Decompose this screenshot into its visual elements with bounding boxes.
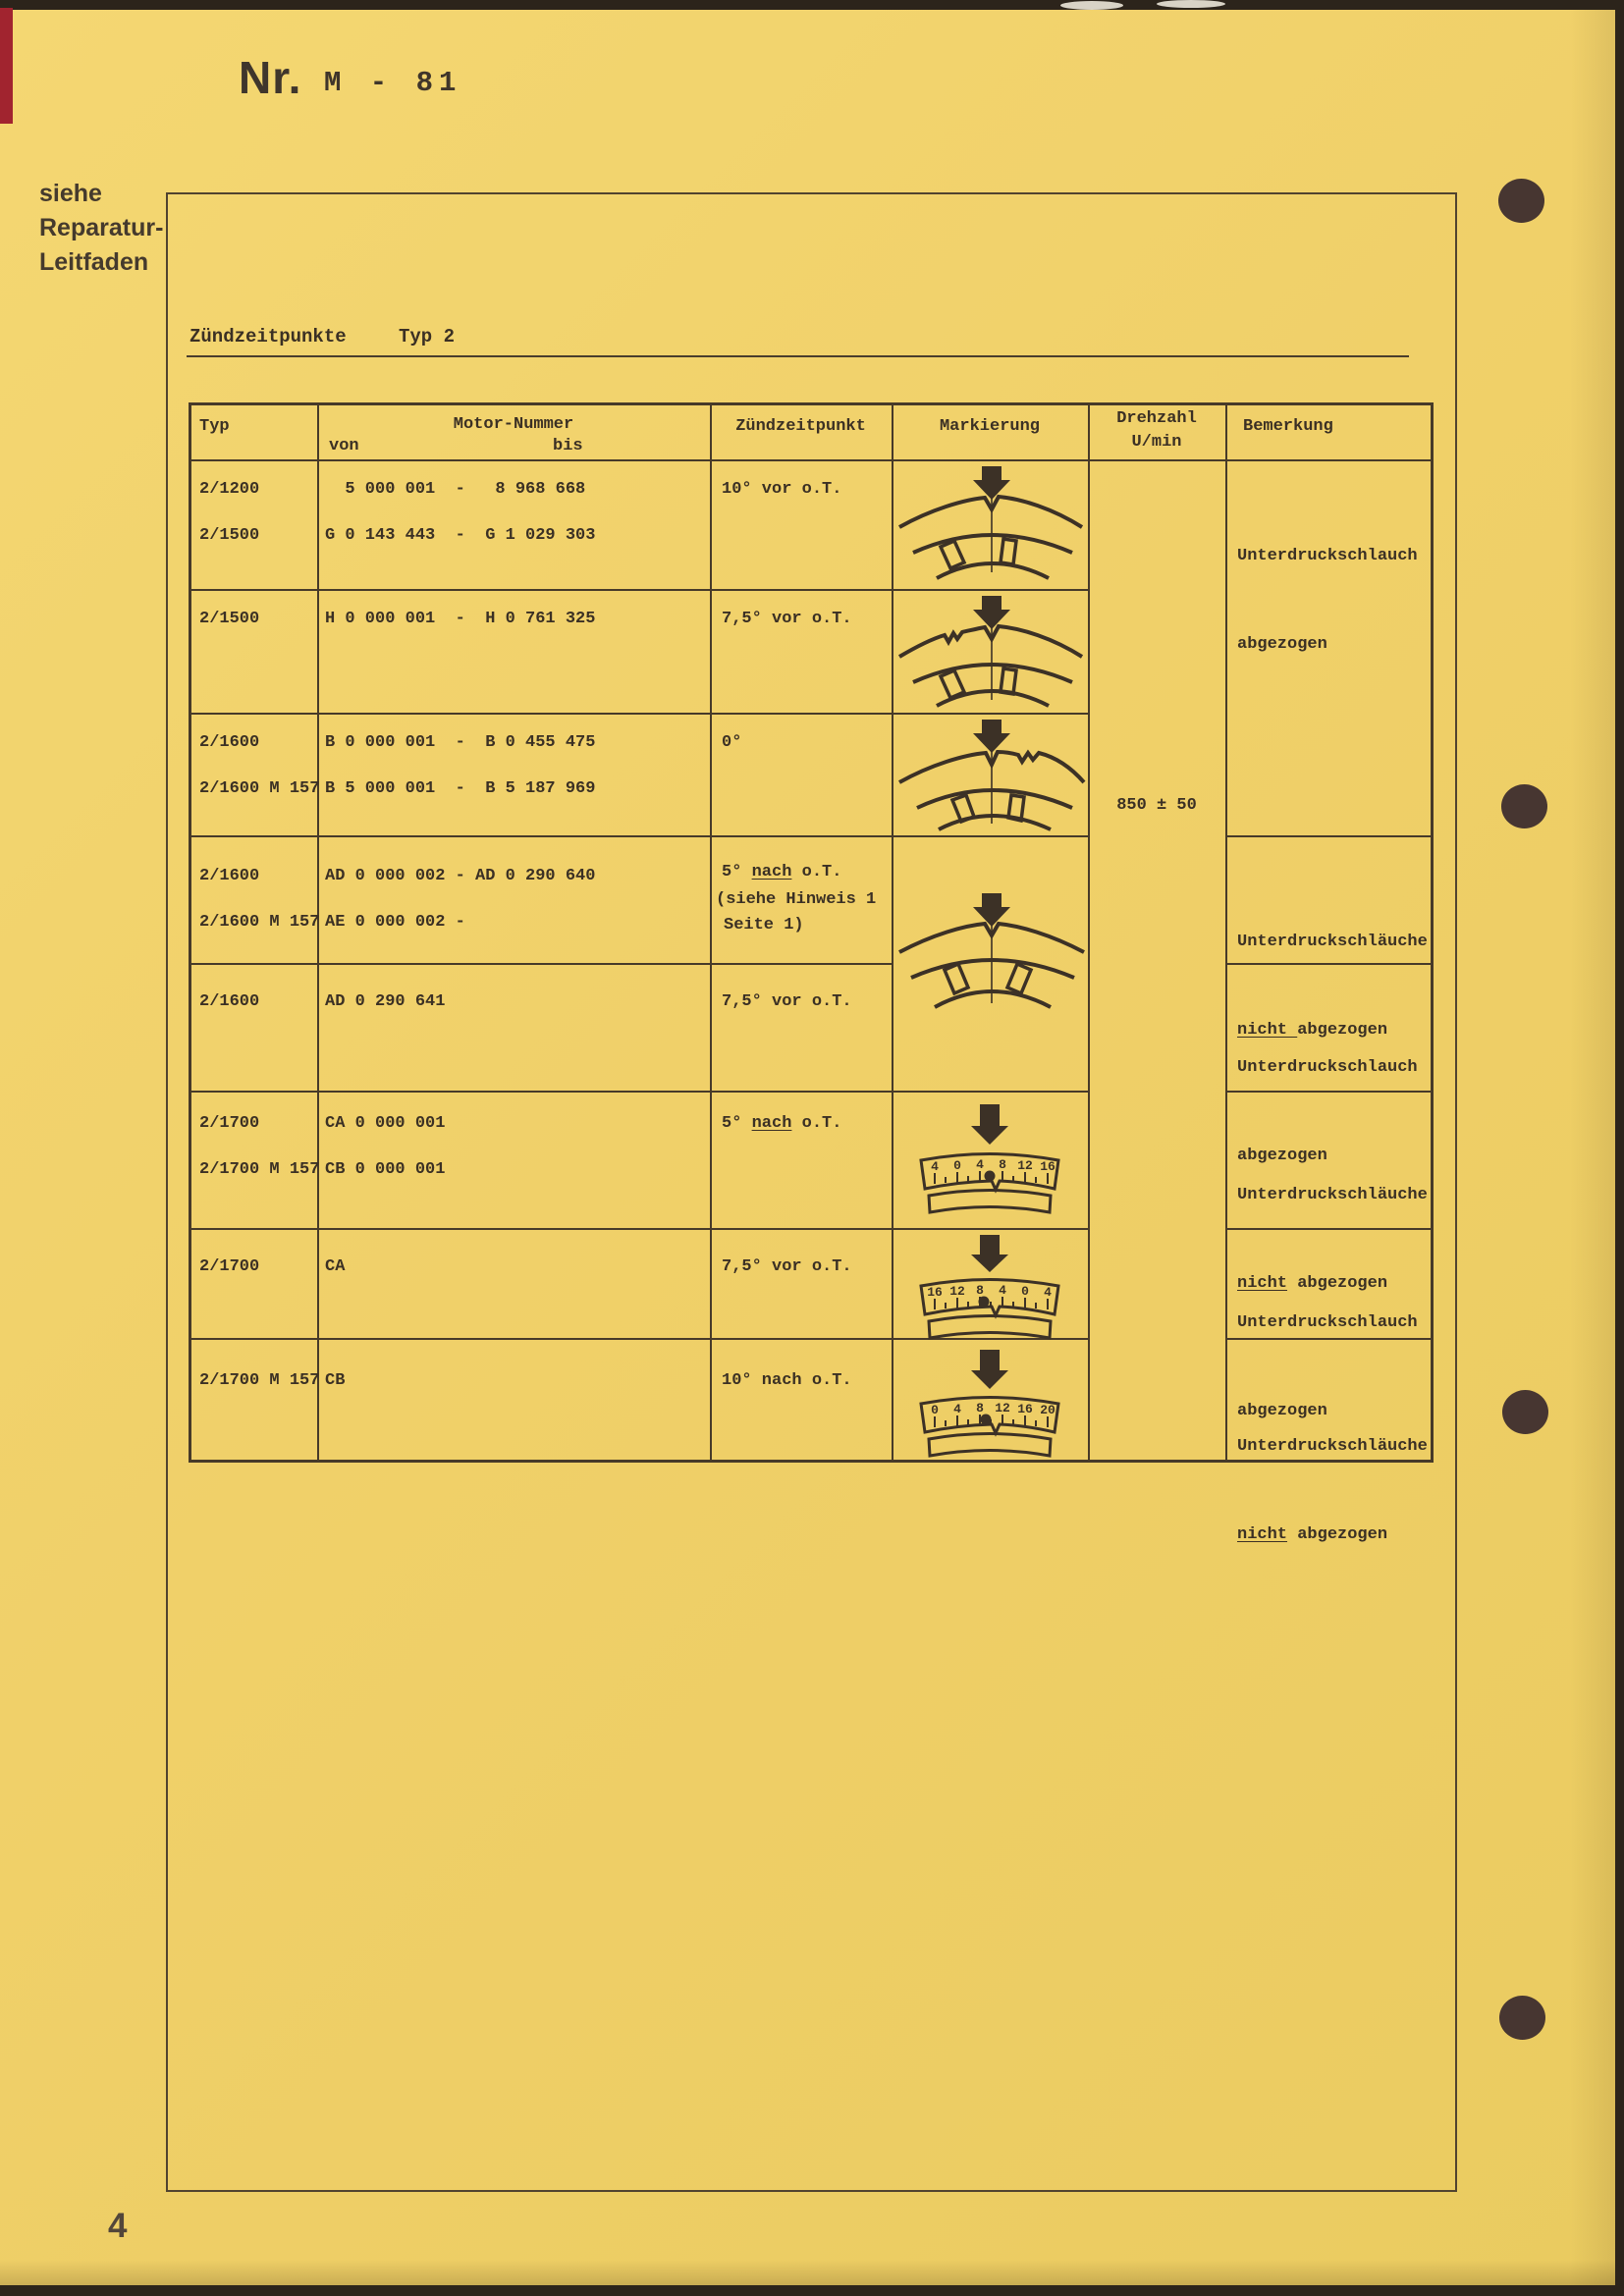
pointer-arrow-icon [973, 893, 1010, 927]
bemerkung-line: Unterdruckschlauch [1237, 1313, 1418, 1332]
drehzahl-value: 850 ± 50 [1116, 796, 1197, 815]
page-number: 4 [108, 2207, 128, 2245]
scale-number: 8 [976, 1283, 984, 1298]
pointer-arrow-icon [971, 1104, 1008, 1145]
timing-text: o.T. [791, 1114, 842, 1133]
hub-arc [937, 691, 1049, 706]
pulley-band [929, 1434, 1051, 1457]
timing-mark-pulley-7-5-before [893, 594, 1086, 710]
doc-number: M - 81 [324, 67, 462, 99]
typ-value: 2/1500 [199, 610, 260, 628]
motor-number: AD 0 000 002 - AD 0 290 640 [325, 867, 596, 885]
pulley-band [929, 1316, 1051, 1339]
grid-line [191, 713, 1088, 715]
bemerkung-line: abgezogen [1297, 1021, 1388, 1040]
scale-number: 0 [1021, 1284, 1029, 1299]
ignition-timing [722, 863, 841, 881]
grid-line [191, 459, 1431, 461]
typ-value: 2/1700 [199, 1257, 260, 1276]
pulley-slot-left [945, 964, 968, 993]
punch-hole-2 [1501, 784, 1547, 828]
red-edge-sliver [0, 8, 13, 124]
margin-note-line1: siehe [39, 180, 102, 207]
motor-number: 5 000 001 - 8 968 668 [325, 480, 586, 499]
typ-value: 2/1500 [199, 526, 260, 545]
bemerkung-line: Unterdruckschläuche [1237, 1437, 1428, 1456]
ignition-timing-note: (siehe Hinweis 1 [716, 890, 877, 909]
bemerkung-line: abgezogen [1287, 1525, 1388, 1544]
pulley-slot-right [1001, 539, 1016, 564]
inner-arc [911, 960, 1074, 978]
grid-line [191, 589, 1088, 591]
timing-table [189, 402, 1434, 1544]
margin-note [39, 177, 163, 280]
inner-arc [913, 665, 1072, 682]
col-header-motor: Motor-Nummer [453, 415, 574, 434]
ignition-timing: 0° [722, 733, 742, 752]
col-header-zuendzeitpunkt: Zündzeitpunkt [735, 417, 866, 436]
scale-number: 4 [953, 1402, 961, 1416]
outer-arc-notch [899, 497, 1082, 527]
col-header-motor-bis: bis [553, 437, 583, 455]
page-edge-shadow [1570, 10, 1615, 2285]
pointer-arrow-icon [971, 1350, 1008, 1389]
ignition-timing: 7,5° vor o.T. [722, 992, 852, 1011]
scale-number: 4 [976, 1157, 984, 1172]
pointer-arrow-icon [973, 596, 1010, 629]
timing-scale-10-after [911, 1350, 1068, 1462]
motor-number: CB [325, 1371, 346, 1390]
typ-value: 2/1600 [199, 733, 260, 752]
timing-scale-7-5-before [911, 1235, 1068, 1341]
scale-number: 12 [995, 1401, 1010, 1415]
bemerkung [1237, 1373, 1428, 1609]
bemerkung-line: Unterdruckschläuche [1237, 933, 1428, 951]
timing-dot-marker [985, 1171, 996, 1182]
scale-number: 0 [931, 1403, 939, 1417]
col-header-typ: Typ [199, 417, 230, 436]
ignition-timing: 7,5° vor o.T. [722, 610, 852, 628]
scale-number: 12 [1017, 1158, 1033, 1173]
bemerkung-line: abgezogen [1237, 635, 1327, 654]
col-header-motor-von: von [329, 437, 359, 455]
bemerkung-line: Unterdruckschlauch [1237, 1058, 1418, 1077]
timing-text: 5° [722, 863, 752, 881]
col-header-bemerkung: Bemerkung [1243, 417, 1333, 436]
ignition-timing-note: Seite 1) [724, 916, 804, 934]
page-bottom-shadow [0, 2260, 1615, 2285]
timing-mark-pulley-merged [893, 891, 1086, 1015]
typ-value: 2/1700 M 157 [199, 1160, 320, 1179]
ignition-timing [722, 1114, 841, 1133]
motor-number: H 0 000 001 - H 0 761 325 [325, 610, 596, 628]
bemerkung-line: abgezogen [1237, 1402, 1327, 1420]
inner-arc [917, 790, 1072, 808]
motor-number: AD 0 290 641 [325, 992, 446, 1011]
margin-note-line3: Leitfaden [39, 248, 149, 276]
title-underline [187, 355, 1409, 357]
ignition-timing: 10° nach o.T. [722, 1371, 852, 1390]
pulley-slot-right [1007, 964, 1031, 993]
bemerkung-line: abgezogen [1237, 1147, 1327, 1165]
scale-number: 8 [999, 1157, 1006, 1172]
outer-arc-two-notches [899, 626, 1082, 657]
typ-value: 2/1600 [199, 992, 260, 1011]
section-title-type: Typ 2 [399, 326, 456, 347]
timing-dot-marker [981, 1415, 992, 1425]
scale-number: 0 [953, 1158, 961, 1173]
motor-number: G 0 143 443 - G 1 029 303 [325, 526, 596, 545]
typ-value: 2/1600 M 157 [199, 913, 320, 932]
grid-line [191, 1091, 1088, 1093]
margin-note-line2: Reparatur- [39, 214, 164, 241]
scale-number: 20 [1040, 1403, 1056, 1417]
timing-text: 5° [722, 1114, 752, 1133]
motor-number: CA 0 000 001 [325, 1114, 446, 1133]
hub-arc [939, 816, 1051, 829]
scale-band [921, 1398, 1058, 1434]
ignition-timing: 10° vor o.T. [722, 480, 842, 499]
grid-line [191, 1228, 1088, 1230]
grid-line [1225, 835, 1431, 837]
motor-number: AE 0 000 002 - [325, 913, 465, 932]
grid-line [710, 405, 712, 1460]
typ-value: 2/1600 [199, 867, 260, 885]
timing-dot-marker [979, 1297, 990, 1308]
hub-arc [935, 991, 1051, 1007]
grid-line [191, 963, 892, 965]
grid-line [1225, 405, 1227, 1460]
scale-number: 4 [1044, 1285, 1052, 1300]
scale-number: 8 [976, 1401, 984, 1415]
pulley-slot-left [941, 541, 964, 568]
motor-number: CA [325, 1257, 346, 1276]
bemerkung-line: abgezogen [1287, 1274, 1388, 1293]
punch-hole-4 [1499, 1996, 1545, 2040]
timing-text: o.T. [791, 863, 842, 881]
scale-number: 16 [1017, 1402, 1033, 1416]
motor-number: CB 0 000 001 [325, 1160, 446, 1179]
pointer-arrow-icon [971, 1235, 1008, 1272]
timing-mark-pulley-0-deg [893, 718, 1086, 833]
pointer-arrow-icon [973, 466, 1010, 500]
scan-artifact [1060, 1, 1123, 10]
scale-number: 12 [949, 1284, 965, 1299]
timing-text-underlined: nach [751, 863, 792, 881]
section-title: Zündzeitpunkte [189, 326, 347, 347]
timing-text-underlined: nach [751, 1114, 792, 1133]
scale-number: 16 [927, 1285, 943, 1300]
punch-hole-3 [1502, 1390, 1548, 1434]
motor-number: B 5 000 001 - B 5 187 969 [325, 779, 596, 798]
col-header-markierung: Markierung [939, 417, 1041, 436]
scale-number: 16 [1040, 1159, 1056, 1174]
scale-number: 4 [999, 1283, 1006, 1298]
grid-line [191, 835, 1088, 837]
ignition-timing: 7,5° vor o.T. [722, 1257, 852, 1276]
timing-scale-5-after [911, 1104, 1068, 1222]
bemerkung-underlined: nicht [1237, 1274, 1288, 1293]
punch-hole-1 [1498, 179, 1544, 223]
col-header-drehzahl: Drehzahl [1116, 409, 1197, 428]
timing-mark-pulley-10-before [893, 464, 1086, 584]
typ-value: 2/1200 [199, 480, 260, 499]
pulley-band [929, 1191, 1051, 1213]
bemerkung-underlined: nicht [1237, 1021, 1298, 1040]
col-header-drehzahl-unit: U/min [1131, 433, 1182, 452]
inner-arc [913, 535, 1072, 553]
typ-value: 2/1700 M 157 [199, 1371, 320, 1390]
bemerkung-line: Unterdruckschläuche [1237, 1186, 1428, 1204]
doc-number-prefix: Nr. [239, 52, 302, 103]
motor-number: B 0 000 001 - B 0 455 475 [325, 733, 596, 752]
pointer-arrow-icon [973, 720, 1010, 753]
grid-line [1088, 405, 1090, 1460]
bemerkung [1237, 483, 1418, 719]
scan-artifact [1157, 0, 1225, 8]
scale-number: 4 [931, 1159, 939, 1174]
grid-line [317, 405, 319, 1460]
typ-value: 2/1700 [199, 1114, 260, 1133]
bemerkung-line: Unterdruckschlauch [1237, 547, 1418, 565]
typ-value: 2/1600 M 157 [199, 779, 320, 798]
bemerkung-underlined: nicht [1237, 1525, 1288, 1544]
